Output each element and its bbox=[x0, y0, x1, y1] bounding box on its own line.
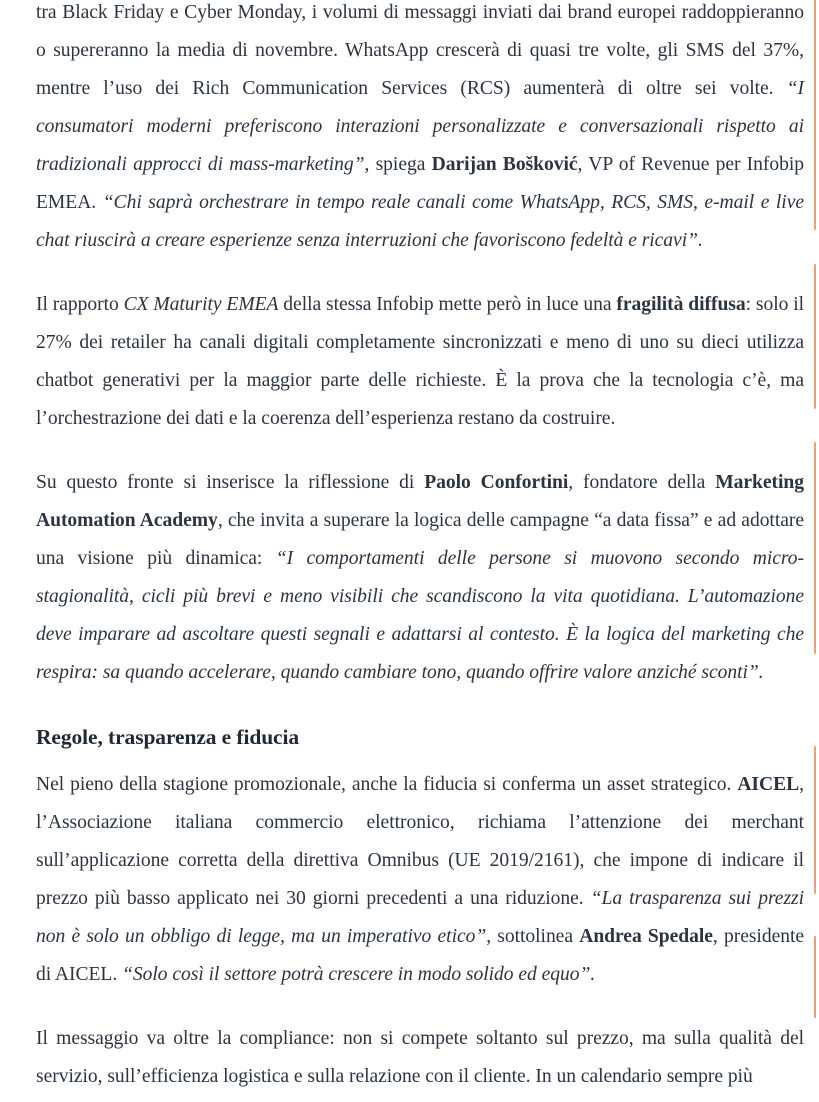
text-run: , sottolinea bbox=[486, 926, 580, 947]
person-name-spedale: Andrea Spedale bbox=[579, 926, 713, 947]
text-run: Il messaggio va oltre la compliance: non si compete soltanto sul prezzo, ma sulla qualità del servizio, sull’efficienza logistica e sulla relazione con il cliente. In un calendario sempre più bbox=[36, 1028, 804, 1087]
right-edge-accent-rules bbox=[814, 0, 816, 1018]
edge-rule-segment bbox=[814, 0, 816, 230]
pull-quote-spedale-2: “Solo così il settore potrà crescere in modo solido ed equo”. bbox=[122, 964, 596, 985]
paragraph-cx-maturity-report bbox=[36, 286, 804, 438]
organization-marketing-automation-academy: Marketing Automation Academy bbox=[36, 472, 804, 531]
text-run: Nel pieno della stagione promozionale, anche la fiducia si conferma un asset strategico. bbox=[36, 774, 738, 795]
report-title-cx-maturity-emea: CX Maturity EMEA bbox=[123, 294, 279, 315]
pull-quote-boskovic-2: “Chi saprà orchestrare in tempo reale canali come WhatsApp, RCS, SMS, e-mail e live chat riuscirà a creare esperienze senza interruzioni che favoriscono fedeltà e ricavi”. bbox=[36, 192, 804, 251]
text-run: : solo il 27% dei retailer ha canali digitali completamente sincronizzati e meno di uno su dieci utilizza chatbot generativi per la maggior parte delle richieste. È la prova che la tecnologia c’è, ma l’orchestrazione dei dati e la coerenza dell’esperienza restano da costruire. bbox=[36, 294, 804, 429]
paragraph-confortini-reflection bbox=[36, 464, 804, 692]
edge-rule-segment bbox=[814, 936, 816, 1018]
text-run: , che invita a superare la logica delle campagne “a data fissa” e ad adottare una visione più dinamica: bbox=[36, 510, 804, 569]
paragraph-infobip-volumes bbox=[36, 0, 804, 260]
text-run: , spiega bbox=[364, 154, 432, 175]
pull-quote-boskovic-1: “I consumatori moderni preferiscono interazioni personalizzate e conversazionali rispetto ai tradizionali approcci di mass-marketing” bbox=[36, 78, 804, 175]
person-name-boskovic: Darijan Bošković bbox=[431, 154, 578, 175]
text-run: della stessa Infobip mette però in luce una bbox=[278, 294, 617, 315]
paragraph-compliance-message bbox=[36, 1020, 804, 1096]
edge-rule-segment bbox=[814, 264, 816, 409]
organization-aicel: AICEL bbox=[737, 774, 800, 795]
text-run: Il rapporto bbox=[36, 294, 124, 315]
edge-rule-segment bbox=[814, 442, 816, 654]
emphasis-fragilita-diffusa: fragilità diffusa bbox=[616, 294, 746, 315]
paragraph-aicel-omnibus bbox=[36, 766, 804, 994]
text-run: , presidente di AICEL. bbox=[36, 926, 804, 985]
text-run: , VP of Revenue per Infobip EMEA. bbox=[36, 154, 805, 213]
article-body bbox=[36, 0, 804, 1096]
text-run: Su questo fronte si inserisce la riflessione di bbox=[36, 472, 425, 493]
section-heading-regole-trasparenza-fiducia: Regole, trasparenza e fiducia bbox=[36, 725, 300, 749]
text-run: , fondatore della bbox=[568, 472, 716, 493]
pull-quote-spedale-1: “La trasparenza sui prezzi non è solo un obbligo di legge, ma un imperativo etico” bbox=[36, 888, 804, 947]
edge-rule-segment bbox=[814, 746, 816, 894]
person-name-confortini: Paolo Confortini bbox=[424, 472, 569, 493]
text-run: , l’Associazione italiana commercio elettronico, richiama l’attenzione dei merchant sull’applicazione corretta della direttiva Omnibus (UE 2019/2161), che impone di indicare il prezzo più basso applicato nei 30 giorni precedenti a una riduzione. bbox=[36, 774, 804, 909]
text-run: tra Black Friday e Cyber Monday, i volumi di messaggi inviati dai brand europei raddoppieranno o supereranno la media di novembre. WhatsApp crescerà di quasi tre volte, gli SMS del 37%, mentre l’uso dei Rich Communication Services (RCS) aumenterà di oltre sei volte. bbox=[36, 2, 804, 99]
pull-quote-confortini: “I comportamenti delle persone si muovono secondo micro-stagionalità, cicli più brevi e meno visibili che scandiscono la vita quotidiana. L’automazione deve imparare ad ascoltare questi segnali e adattarsi al contesto. È la logica del marketing che respira: sa quando accelerare, quando cambiare tono, quando offrire valore anziché sconti”. bbox=[36, 548, 804, 683]
